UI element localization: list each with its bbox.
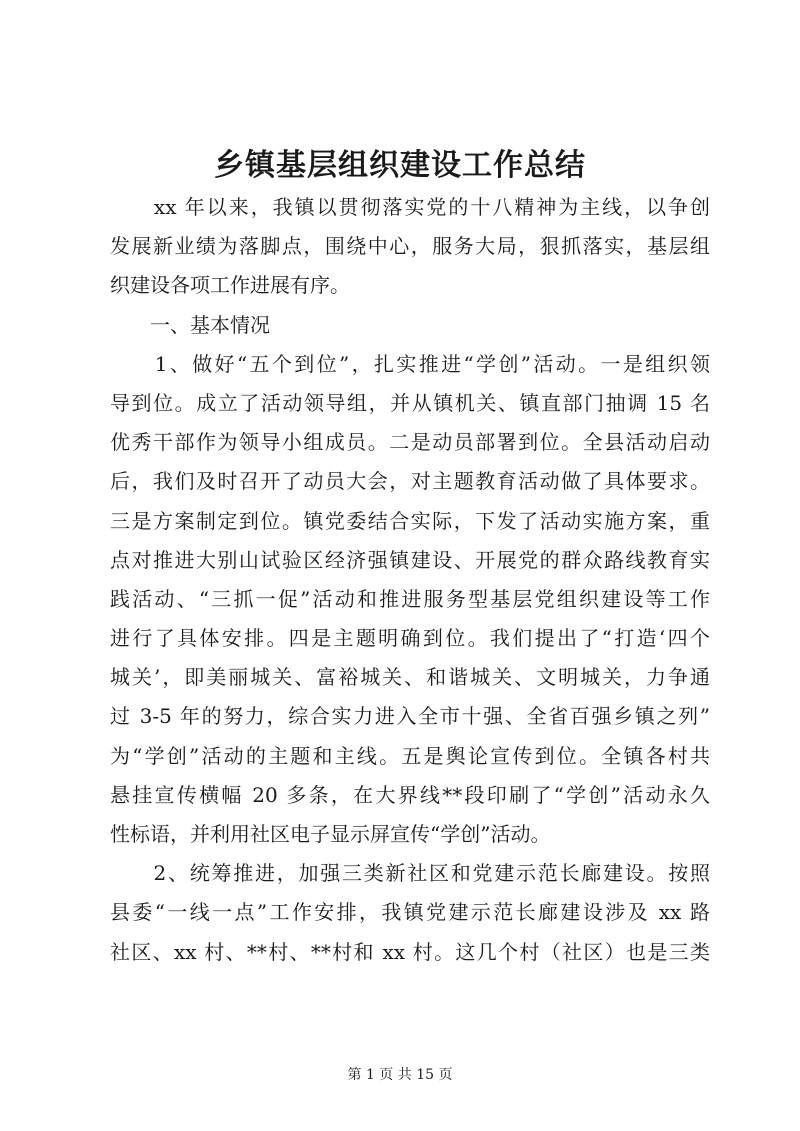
paragraph-line: 点对推进大别山试验区经济强镇建设、开展党的群众路线教育实 (110, 547, 710, 572)
paragraph-line: 悬挂宣传横幅 20 多条，在大界线**段印刷了“学创”活动永久 (110, 782, 710, 807)
paragraph-line: 发展新业绩为落脚点，围绕中心，服务大局，狠抓落实，基层组 (110, 234, 710, 259)
paragraph-line: 进行了具体安排。四是主题明确到位。我们提出了“打造‘四个 (110, 626, 710, 651)
paragraph-line: 过 3-5 年的努力，综合实力进入全市十强、全省百强乡镇之列” (110, 704, 710, 729)
paragraph-line: 践活动、“三抓一促”活动和推进服务型基层党组织建设等工作 (110, 586, 710, 611)
section-heading: 一、基本情况 (110, 312, 270, 337)
paragraph-line: 后，我们及时召开了动员大会，对主题教育活动做了具体要求。 (110, 469, 710, 494)
paragraph-line: 为“学创”活动的主题和主线。五是舆论宣传到位。全镇各村共 (110, 743, 710, 768)
paragraph-line: 县委“一线一点”工作安排，我镇党建示范长廊建设涉及 xx 路 (110, 900, 710, 925)
paragraph-line: 性标语，并利用社区电子显示屏宣传“学创”活动。 (110, 822, 551, 846)
paragraph-line: 织建设各项工作进展有序。 (110, 273, 350, 298)
paragraph-line: xx 年以来，我镇以贯彻落实党的十八精神为主线，以争创 (110, 195, 710, 219)
paragraph-line: 三是方案制定到位。镇党委结合实际，下发了活动实施方案，重 (110, 508, 710, 533)
page-number: 第 1 页 共 15 页 (347, 1067, 453, 1083)
paragraph-line: 城关’，即美丽城关、富裕城关、和谐城关、文明城关，力争通 (110, 665, 710, 690)
paragraph-line: 社区、xx 村、**村、**村和 xx 村。这几个村（社区）也是三类 (110, 939, 710, 964)
document-title: 乡镇基层组织建设工作总结 (214, 148, 586, 183)
paragraph-line: 1、做好“五个到位”，扎实推进“学创”活动。一是组织领 (110, 351, 710, 376)
paragraph-line: 优秀干部作为领导小组成员。二是动员部署到位。全县活动启动 (110, 430, 710, 455)
document-body (110, 188, 710, 972)
paragraph-line: 2、统筹推进，加强三类新社区和党建示范长廊建设。按照 (110, 861, 710, 886)
paragraph-line: 导到位。成立了活动领导组，并从镇机关、镇直部门抽调 15 名 (110, 390, 710, 415)
